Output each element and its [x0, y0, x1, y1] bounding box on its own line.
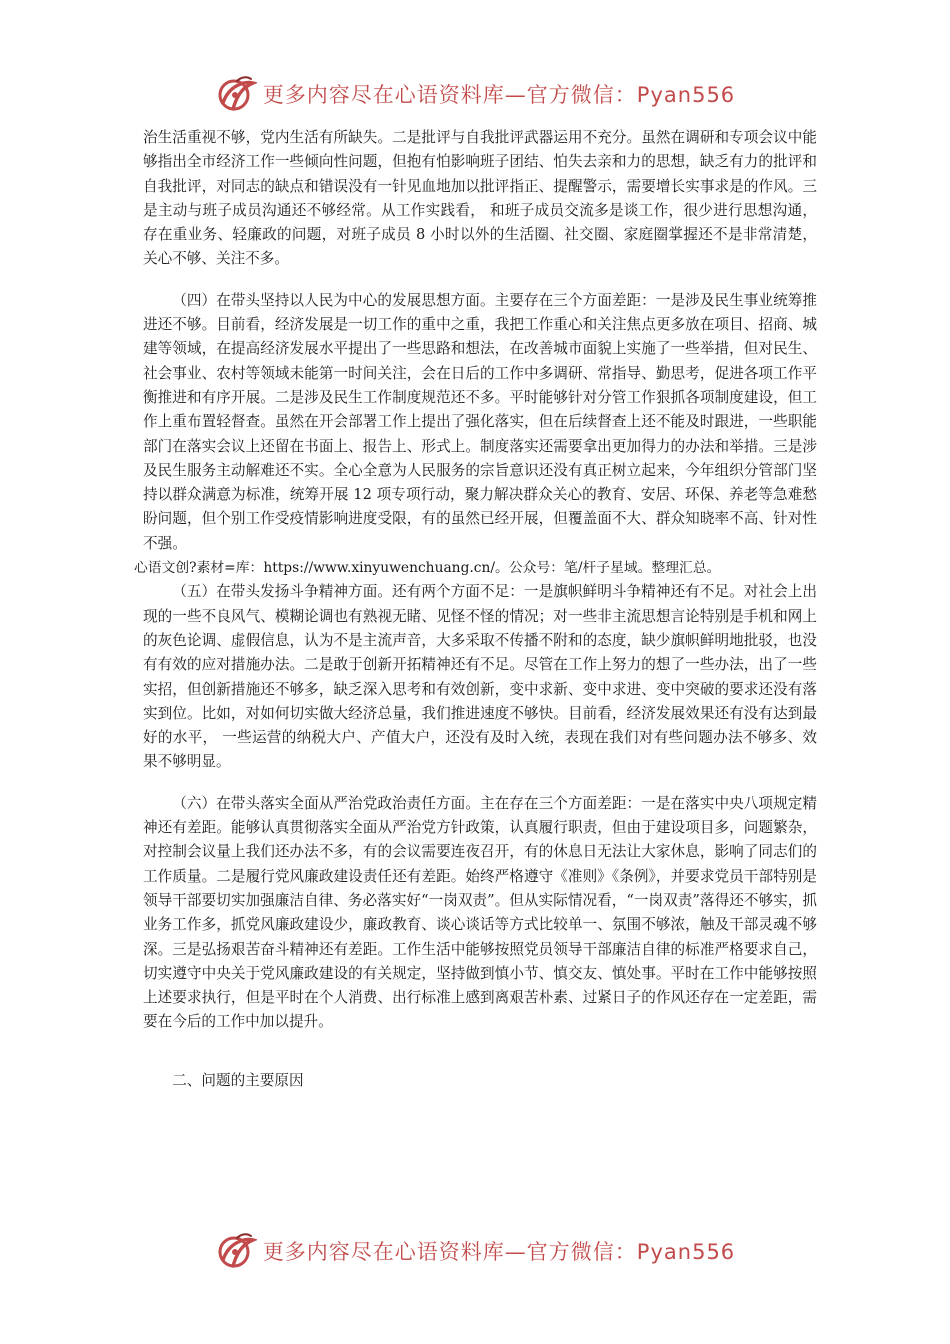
paragraph-section-four: （四）在带头坚持以人民为中心的发展思想方面。主要存在三个方面差距：一是涉及民生事业统筹推进还不够。目前看，经济发展是一切工作的重中之重，我把工作重心和关注焦点更多放在项目、招商、城建等领域，在提高经济发展水平提出了一些思路和想法，在改善城市面貌上实施了一些举措，但对民生、社会事业、农村等领域未能第一时间关注，会在日后的工作中多调研、常指导、勤思考，促进各项工作平衡推进和有序开展。二是涉及民生工作制度规范还不多。平时能够针对分管工作狠抓各项制度建设，但工作上重布置轻督查。虽然在开会部署工作上提出了强化落实，但在后续督查上还不能及时跟进，一些职能部门在落实会议上还留在书面上、报告上、形式上。制度落实还需要拿出更加得力的办法和举措。三是涉及民生服务主动解难还不实。全心全意为人民服务的宗旨意识还没有真正树立起来，今年组织分管部门坚持以群众满意为标准，统筹开展 12 项专项行动，聚力解决群众关心的教育、安居、环保、养老等急难愁盼问题，但个别工作受疫情影响进度受限，有的虽然已经开展，但覆盖面不大、群众知晓率不高、针对性不强。 — [143, 291, 817, 552]
paragraph-section-five: （五）在带头发扬斗争精神方面。还有两个方面不足：一是旗帜鲜明斗争精神还有不足。对社会上出现的一些不良风气、模糊论调也有熟视无睹、见怪不怪的情况；对一些非主流思想言论特别是手机和网上的灰色论调、虚假信息，认为不是主流声音，大多采取不传播不附和的态度，缺少旗帜鲜明地批驳，也没有有效的应对措施办法。二是敢于创新开拓精神还有不足。尽管在工作上努力的想了一些办法，出了一些实招，但创新措施还不够多，缺乏深入思考和有效创新，变中求新、变中求进、变中突破的要求还没有落实到位。比如，对如何切实做大经济总量，我们推进速度不够快。目前看，经济发展效果还有没有达到最好的水平， 一些运营的纳税大户、产值大户，还没有及时入统，表现在我们对有些问题办法不够多、效果不够明显。 — [143, 583, 817, 771]
watermark-banner-top — [0, 72, 950, 116]
watermark-text: 更多内容尽在心语资料库—官方微信：Pyan556 — [262, 1240, 736, 1264]
watermark-banner-bottom — [0, 1229, 950, 1273]
paragraph-section-six: （六）在带头落实全面从严治党政治责任方面。主在存在三个方面差距：一是在落实中央八项规定精神还有差距。能够认真贯彻落实全面从严治党方针政策，认真履行职责，但由于建设项目多，问题繁杂，对控制会议量上我们还办法不多，有的会议需要连夜召开，有的休息日无法让大家休息，影响了同志们的工作质量。二是履行党风廉政建设责任还有差距。始终严格遵守《准则》《条例》，并要求党员干部特别是领导干部要切实加强廉洁自律、务必落实好“一岗双责”。但从实际情况看，“一岗双责”落得还不够实，抓业务工作多，抓党风廉政建设少，廉政教育、谈心谈话等方式比较单一、氛围不够浓，触及干部灵魂不够深。三是弘扬艰苦奋斗精神还有差距。工作生活中能够按照党员领导干部廉洁自律的标准严格要求自己，切实遵守中央关于党风廉政建设的有关规定，坚持做到慎小节、慎交友、慎处事。平时在工作中能够按照上述要求执行，但是平时在个人消费、出行标准上感到离艰苦朴素、过紧日子的作风还存在一定差距，需要在今后的工作中加以提升。 — [143, 794, 817, 1031]
swirl-logo-icon — [215, 1230, 257, 1272]
document-body — [134, 126, 817, 1093]
source-note: 心语文创?素材=库：https://www.xinyuwenchuang.cn/。公众号：笔/杆子星域。整理汇总。 — [134, 560, 721, 577]
watermark-text: 更多内容尽在心语资料库—官方微信：Pyan556 — [262, 83, 736, 107]
paragraph-continuation: 治生活重视不够，党内生活有所缺失。二是批评与自我批评武器运用不充分。虽然在调研和专项会议中能够指出全市经济工作一些倾向性问题，但抱有怕影响班子团结、怕失去亲和力的思想，缺乏有力的批评和自我批评，对同志的缺点和错误没有一针见血地加以批评指正、提醒警示，需要增长实事求是的作风。三是主动与班子成员沟通还不够经常。从工作实践看， 和班子成员交流多是谈工作，很少进行思想沟通，存在重业务、轻廉政的问题，对班子成员 8 小时以外的生活圈、社交圈、家庭圈掌握还不是非常清楚，关心不够、关注不多。 — [143, 129, 817, 268]
section-heading: 二、问题的主要原因 — [172, 1071, 304, 1089]
swirl-logo-icon — [215, 73, 257, 115]
